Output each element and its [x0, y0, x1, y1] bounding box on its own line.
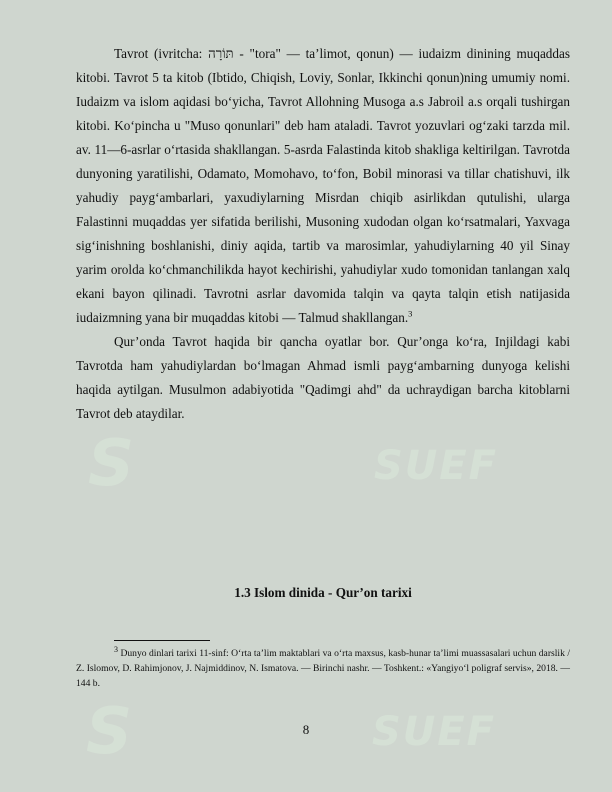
footnote-number: 3 — [114, 644, 118, 654]
section-heading: 1.3 Islom dinida - Qur’on tarixi — [234, 585, 412, 600]
footnote-reference: 3 — [408, 308, 413, 319]
page-number: 8 — [302, 722, 310, 737]
footnote-entry — [76, 644, 570, 692]
footnote-body: Dunyo dinlari tarixi 11-sinf: O‘rta ta’lim maktablari va o‘rta maxsus, kasb-hunar ta’limi muassasalari uchun darslik / Z. Islomov, D. Rahimjonov, J. Najmiddinov, N. Ismatova. — Birinchi nashr. — Toshkent.: «Yangiyo‘l poligraf servis», 2018. — 144 b. — [76, 648, 570, 689]
footnote-separator — [114, 640, 210, 641]
paragraph-tavrot — [76, 42, 570, 330]
watermark-text: SUEF — [372, 709, 496, 755]
footnote-area — [76, 640, 570, 692]
watermark-logo: S — [86, 695, 134, 769]
watermark-logo: S — [88, 427, 136, 501]
document-body — [76, 42, 570, 426]
watermark-text: SUEF — [374, 443, 498, 489]
paragraph-text: Qur’onda Tavrot haqida bir qancha oyatlar bor. Qur’onga ko‘ra, Injildagi kabi Tavrotda ham yahudiylardan bo‘lmagan Ahmad ismli payg‘ambarning dunyoga kelishi haqida aytilgan. Musulmon adabiyotida "Qadimgi ahd" da uchraydigan barcha kitoblarni Tavrot deb ataydilar. — [76, 334, 570, 422]
paragraph-text: Tavrot (ivritcha: תּוֹרָה - "tora" — ta’limot, qonun) — iudaizm dinining muqaddas kitobi. Tavrot 5 ta kitob (Ibtido, Chiqish, Loviy, Sonlar, Ikkinchi qonun)ning umumiy nomi. Iudaizm va islom aqidasi bo‘yicha, Tavrot Allohning Musoga a.s Jabroil a.s orqali tushirgan kitobi. Ko‘pincha u "Muso qonunlari" deb ham ataladi. Tavrot yozuvlari og‘zaki tarzda mil. av. 11—6-asrlar o‘rtasida shakllangan. 5-asrda Falastinda kitob shakliga keltirilgan. Tavrotda dunyoning yaratilishi, Odamato, Momohavo, to‘fon, Bobil minorasi va tillar chatishuvi, ilk yahudiy payg‘ambarlari, yaxudiylarning Misrdan chiqib asirlikdan qutulishi, ularga Falastinni muqaddas yer sifatida berilishi, Musoning xudodan olgan ko‘rsatmalari, Yaxvaga sig‘inishning boshlanishi, diniy aqida, tartib va marosimlar, yahudiylarning 40 yil Sinay yarim orolda ko‘chmanchilikda hayot kechirishi, yahudiylar xudo tomonidan tanlangan xalq ekani bayon qilinadi. Tavrotni asrlar davomida talqin va qayta talqin etish natijasida iudaizmning yana bir muqaddas kitobi — Talmud shakllangan. — [76, 46, 570, 326]
paragraph-quron — [76, 330, 570, 426]
